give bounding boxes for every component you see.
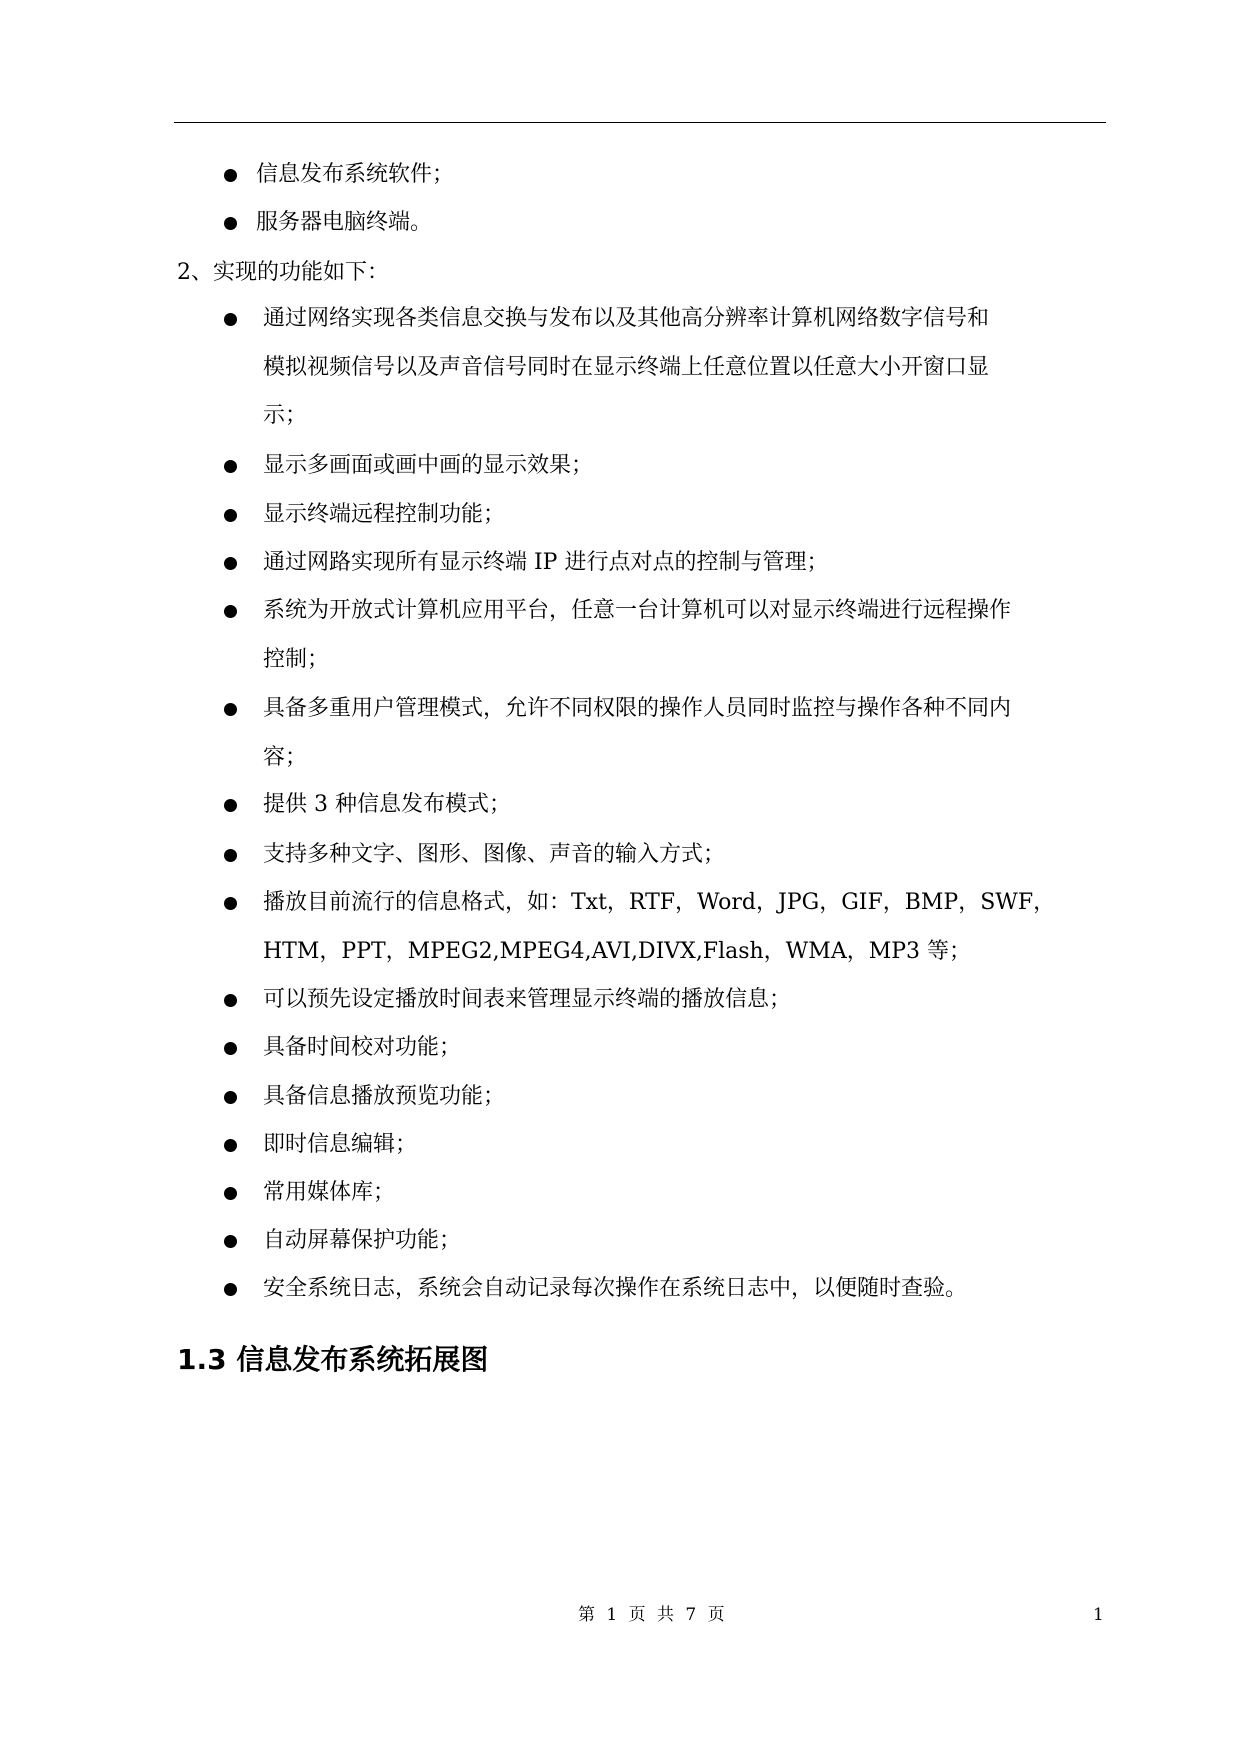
- bullet-icon: [224, 1091, 237, 1104]
- bullet-icon: [224, 799, 237, 812]
- bullet-icon: [224, 994, 237, 1007]
- bullet-icon: [224, 557, 237, 570]
- bullet-icon: [224, 169, 237, 182]
- footer-page-text: 第 1 页 共 7 页: [578, 1605, 728, 1625]
- list-item: 具备信息播放预览功能；: [263, 1084, 506, 1109]
- list-item: 自动屏幕保护功能；: [263, 1228, 462, 1253]
- bullet-icon: [224, 605, 237, 618]
- list-item-continuation: 容；: [263, 745, 308, 770]
- list-item: 服务器电脑终端。: [256, 210, 433, 235]
- section-heading: 1.3 信息发布系统拓展图: [177, 1343, 489, 1376]
- list-item: 提供 3 种信息发布模式；: [263, 792, 511, 817]
- list-item: 具备时间校对功能；: [263, 1035, 462, 1060]
- list-item: 信息发布系统软件；: [256, 162, 455, 187]
- list-item: 通过网络实现各类信息交换与发布以及其他高分辨率计算机网络数字信号和: [263, 306, 990, 331]
- bullet-icon: [224, 217, 237, 230]
- list-item: 显示多画面或画中画的显示效果；: [263, 453, 594, 478]
- section-label: 2、实现的功能如下：: [177, 260, 389, 285]
- bullet-icon: [224, 897, 237, 910]
- list-item-continuation: HTM，PPT，MPEG2,MPEG4,AVI,DIVX,Flash，WMA，MP3 等；: [263, 939, 972, 964]
- header-rule: [174, 122, 1106, 123]
- list-item-continuation: 控制；: [263, 647, 330, 672]
- bullet-icon: [224, 509, 237, 522]
- bullet-icon: [224, 849, 237, 862]
- list-item: 可以预先设定播放时间表来管理显示终端的播放信息；: [263, 987, 792, 1012]
- bullet-icon: [224, 313, 237, 326]
- bullet-icon: [224, 1187, 237, 1200]
- list-item: 显示终端远程控制功能；: [263, 502, 506, 527]
- list-item: 具备多重用户管理模式，允许不同权限的操作人员同时监控与操作各种不同内: [263, 696, 1012, 721]
- bullet-icon: [224, 460, 237, 473]
- list-item: 系统为开放式计算机应用平台，任意一台计算机可以对显示终端进行远程操作: [263, 598, 1012, 623]
- bullet-icon: [224, 1235, 237, 1248]
- list-item: 播放目前流行的信息格式，如：Txt，RTF，Word，JPG，GIF，BMP，SWF，: [263, 890, 1056, 915]
- list-item: 即时信息编辑；: [263, 1132, 418, 1157]
- bullet-icon: [224, 1139, 237, 1152]
- list-item: 支持多种文字、图形、图像、声音的输入方式；: [263, 842, 726, 867]
- list-item-continuation: 模拟视频信号以及声音信号同时在显示终端上任意位置以任意大小开窗口显: [263, 355, 990, 380]
- list-item: 常用媒体库；: [263, 1180, 396, 1205]
- bullet-icon: [224, 1042, 237, 1055]
- bullet-icon: [224, 703, 237, 716]
- bullet-icon: [224, 1283, 237, 1296]
- list-item: 安全系统日志，系统会自动记录每次操作在系统日志中，以便随时查验。: [263, 1276, 968, 1301]
- footer-page-number: 1: [1093, 1605, 1104, 1625]
- list-item-continuation: 示；: [263, 403, 308, 428]
- list-item: 通过网路实现所有显示终端 IP 进行点对点的控制与管理；: [263, 550, 829, 575]
